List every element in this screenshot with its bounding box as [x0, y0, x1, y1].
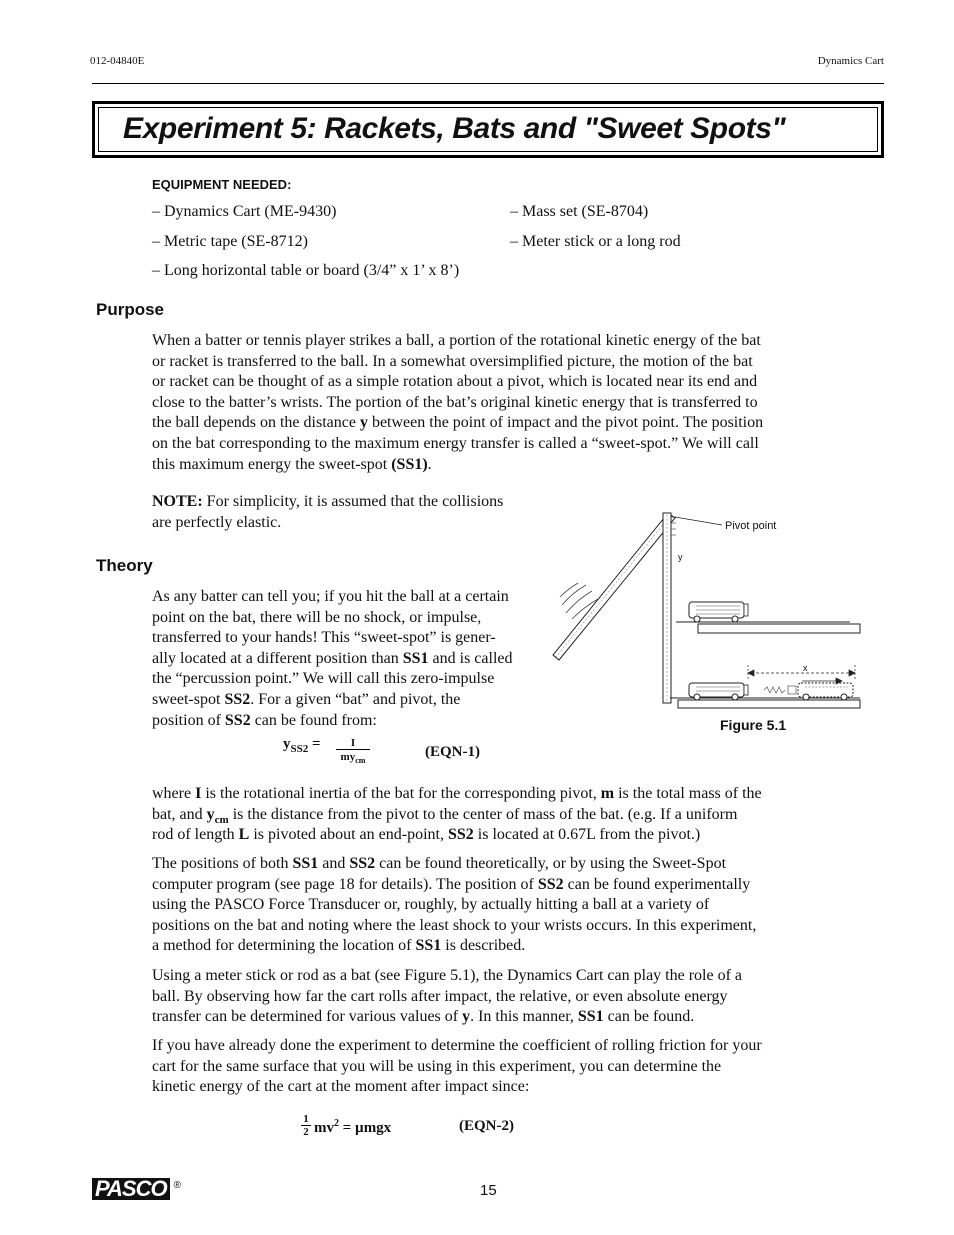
- lower-cart-moving: [798, 683, 853, 700]
- vertical-bat-stick: [663, 513, 676, 703]
- theory-heading: Theory: [96, 556, 153, 575]
- equipment-item: – Meter stick or a long rod: [510, 233, 681, 250]
- header-rule: [92, 83, 884, 84]
- x-distance-label: x: [803, 663, 808, 673]
- theory-paragraph: As any batter can tell you; if you hit the ball at a certain point on the bat, there will be no shock, or impulse, transferred to your hands! This “sweet-spot” is gener- ally located at a different position than SS1 and is called the “percussion point.” We will call this zero-impulse sweet-spot SS2. For a given “bat” and pivot, the position of SS2 can be found from:: [152, 588, 513, 729]
- equipment-item: – Dynamics Cart (ME-9430): [152, 203, 337, 220]
- eqn2-fraction: $\frac{1}{2}$: [301, 1114, 311, 1138]
- x-distance-arrow: [748, 665, 855, 681]
- title-box: [92, 101, 884, 158]
- equipment-item: – Metric tape (SE-8712): [152, 233, 308, 250]
- eqn2-label: (EQN-2): [459, 1118, 514, 1134]
- using-paragraph: Using a meter stick or rod as a bat (see Figure 5.1), the Dynamics Cart can play the role of a ball. By observing how far the cart rolls after impact, the relative, or even absolute energy transfer can be determined for various values of y. In this manner, SS1 can be found.: [152, 967, 743, 1026]
- pivot-leader-line: [675, 517, 722, 525]
- purpose-paragraph: [152, 331, 817, 475]
- friction-paragraph: If you have already done the experiment to determine the coefficient of rolling friction for your cart for the same surface that you will be using in this experiment, you can determine the kinetic energy of the cart at the moment after impact since:: [152, 1037, 762, 1096]
- upper-cart: [689, 602, 748, 622]
- page-title: Experiment 5: Rackets, Bats and "Sweet Spots": [123, 112, 786, 145]
- figure-caption: Figure 5.1: [720, 717, 787, 733]
- purpose-line: this maximum energy the sweet-spot (SS1).: [152, 455, 432, 473]
- y-distance-label: y: [678, 552, 683, 562]
- eqn1-label: (EQN-1): [425, 744, 480, 760]
- equipment-label: EQUIPMENT NEEDED:: [152, 177, 292, 192]
- where-paragraph: where I is the rotational inertia of the bat for the corresponding pivot, m is the total mass of the bat, and $y_{cm}$ is the distance from the pivot to the center of mass of the bat. (e.g. If a uniform rod of length L is pivoted about an end-point, SS2 is located at 0.67L from the pivot.): [152, 785, 762, 844]
- spring-symbol: [764, 686, 796, 694]
- purpose-line: or racket can be thought of as a simple rotation about a pivot, which is located near its end and: [152, 373, 758, 391]
- purpose-line: or racket is transferred to the ball. In a somewhat oversimplified picture, the motion of the bat: [152, 352, 753, 370]
- note-label: NOTE:: [152, 493, 203, 510]
- purpose-line: close to the batter’s wrists. The portion of the bat’s original kinetic energy that is transferred to: [152, 393, 758, 411]
- product-name: Dynamics Cart: [817, 55, 884, 67]
- equipment-item: – Mass set (SE-8704): [510, 203, 649, 220]
- note-paragraph: NOTE: For simplicity, it is assumed that the collisions are perfectly elastic.: [152, 493, 504, 531]
- upper-track: [676, 622, 860, 633]
- pasco-logo: PASCO ®: [92, 1176, 180, 1202]
- purpose-heading: Purpose: [96, 300, 165, 319]
- equipment-item: – Long horizontal table or board (3/4” x 1’ x 8’): [152, 262, 460, 279]
- purpose-line: on the bat corresponding to the maximum energy transfer is called a “sweet-spot.” We will call: [152, 434, 759, 452]
- equation-1: $y_{SS2}$ =: [283, 736, 321, 755]
- purpose-line: the ball depends on the distance y between the point of impact and the pivot point. The position: [152, 414, 764, 432]
- swinging-bat-stick: [553, 513, 675, 660]
- pivot-point-label: Pivot point: [725, 520, 777, 532]
- eqn1-fraction: I $my_{cm}$: [336, 737, 370, 768]
- positions-paragraph: The positions of both SS1 and SS2 can be found theoretically, or by using the Sweet-Spot computer program (see page 18 for details). The position of SS2 can be found experimentally using the PASCO Force Transducer or, roughly, by actually hitting a ball at a variety of positions on the bat and noting where the least shock to your wrists occurs. In this experiment, a method for determining the location of SS1 is described.: [152, 855, 757, 955]
- page-number: 15: [480, 1182, 497, 1199]
- figure-5-1: [550, 505, 870, 715]
- equation-2: $mv^2 = \mu mgx$: [314, 1118, 392, 1136]
- doc-number: 012-04840E: [90, 55, 145, 67]
- lower-cart-start: [689, 683, 748, 700]
- purpose-line: When a batter or tennis player strikes a ball, a portion of the rotational kinetic energy of the bat: [152, 332, 761, 349]
